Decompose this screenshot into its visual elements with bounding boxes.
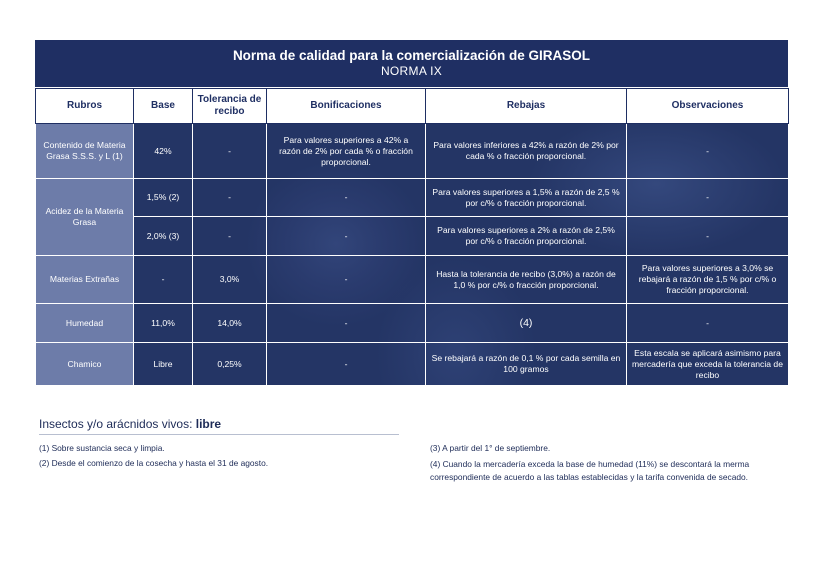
table-row — [36, 124, 789, 179]
footnotes-right — [430, 441, 790, 484]
base-cell: - — [134, 256, 193, 304]
rubro-cell: Chamico — [36, 343, 134, 386]
observaciones-cell: Esta escala se aplicará asimismo para mercadería que exceda la tolerancia de recibo — [627, 343, 789, 386]
rubro-cell: Humedad — [36, 304, 134, 343]
table-row — [36, 179, 789, 217]
col-header-observaciones: Observaciones — [627, 89, 789, 124]
tolerancia-cell: - — [193, 179, 267, 217]
rubro-cell: Materias Extrañas — [36, 256, 134, 304]
table-subtitle: NORMA IX — [380, 64, 443, 78]
footnote-4: (4) Cuando la mercadería exceda la base de humedad (11%) se descontará la merma correspondiente de acuerdo a las tablas establecidas y la tarifa convenida de secado. — [430, 459, 750, 482]
rebajas-cell: Para valores superiores a 2% a razón de 2,5% por c/% o fracción proporcional. — [426, 217, 627, 256]
insectos-label: Insectos y/o arácnidos vivos: — [39, 417, 196, 431]
footnotes-left — [39, 441, 409, 471]
base-cell: 11,0% — [134, 304, 193, 343]
rebajas-cell: Para valores inferiores a 42% a razón de 2% por cada % o fracción proporcional. — [426, 124, 627, 179]
rebajas-cell: Hasta la tolerancia de recibo (3,0%) a razón de 1,0 % por c/% o fracción proporcional. — [426, 256, 627, 304]
rebajas-cell: Para valores superiores a 1,5% a razón de 2,5 % por c/% o fracción proporcional. — [426, 179, 627, 217]
col-header-tolerancia: Tolerancia de recibo — [193, 89, 267, 124]
bonificaciones-cell: - — [267, 256, 426, 304]
table-row — [36, 304, 789, 343]
bonificaciones-cell: - — [267, 304, 426, 343]
col-header-rubros: Rubros — [36, 89, 134, 124]
base-cell: Libre — [134, 343, 193, 386]
table-row — [36, 256, 789, 304]
table-title-bar — [35, 40, 788, 88]
tolerancia-cell: 0,25% — [193, 343, 267, 386]
insectos-value: libre — [195, 417, 222, 431]
observaciones-cell: - — [627, 179, 789, 217]
col-header-base: Base — [134, 89, 193, 124]
observaciones-cell: - — [627, 217, 789, 256]
rebajas-cell: (4) — [426, 304, 627, 343]
base-cell: 2,0% (3) — [134, 217, 193, 256]
observaciones-cell: - — [627, 304, 789, 343]
table-row — [36, 343, 789, 386]
table-title: Norma de calidad para la comercialización de GIRASOL — [232, 48, 591, 63]
tolerancia-cell: - — [193, 217, 267, 256]
footnote-2: (2) Desde el comienzo de la cosecha y hasta el 31 de agosto. — [39, 458, 269, 468]
rubro-cell: Acidez de la Materia Grasa — [36, 179, 134, 256]
tolerancia-cell: 14,0% — [193, 304, 267, 343]
base-cell: 1,5% (2) — [134, 179, 193, 217]
observaciones-cell: Para valores superiores a 3,0% se rebajará a razón de 1,5 % por c/% o fracción proporcional. — [627, 256, 789, 304]
quality-table — [35, 40, 788, 386]
col-header-rebajas: Rebajas — [426, 89, 627, 124]
base-cell: 42% — [134, 124, 193, 179]
col-header-bonificaciones: Bonificaciones — [267, 89, 426, 124]
footnote-1: (1) Sobre sustancia seca y limpia. — [39, 443, 165, 453]
insectos-line — [39, 417, 399, 435]
rebajas-cell: Se rebajará a razón de 0,1 % por cada semilla en 100 gramos — [426, 343, 627, 386]
bonificaciones-cell: Para valores superiores a 42% a razón de 2% por cada % o fracción proporcional. — [267, 124, 426, 179]
footnote-3: (3) A partir del 1° de septiembre. — [430, 443, 551, 453]
table-body — [36, 124, 789, 386]
bonificaciones-cell: - — [267, 179, 426, 217]
header-row — [36, 89, 789, 124]
rubro-cell: Contenido de Materia Grasa S.S.S. y L (1) — [36, 124, 134, 179]
tolerancia-cell: - — [193, 124, 267, 179]
bonificaciones-cell: - — [267, 217, 426, 256]
quality-grid — [35, 88, 789, 386]
bonificaciones-cell: - — [267, 343, 426, 386]
table-row — [36, 217, 789, 256]
observaciones-cell: - — [627, 124, 789, 179]
tolerancia-cell: 3,0% — [193, 256, 267, 304]
